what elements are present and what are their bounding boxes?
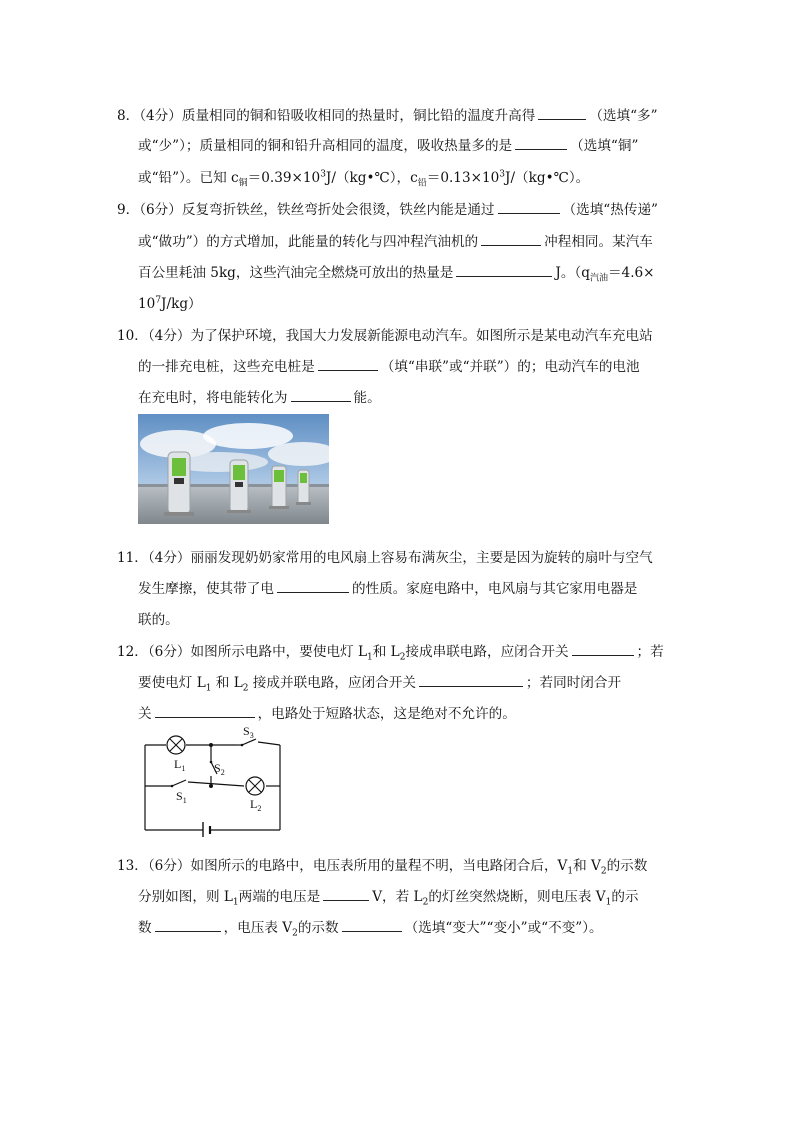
answer-blank[interactable] xyxy=(155,704,255,718)
answer-blank[interactable] xyxy=(318,357,378,371)
q9-line-4: $10^7J/kg$） xyxy=(138,295,202,312)
q10-line-2: 的一排充电桩，这些充电桩是 （填“串联”或“并联”）的；电动汽车的电池 xyxy=(138,359,640,375)
answer-blank[interactable] xyxy=(572,642,634,656)
label-s3: $S_3$ xyxy=(243,724,254,740)
circuit-diagram xyxy=(138,722,288,837)
lamp-l1-icon xyxy=(167,736,185,754)
q8-line-3: 或“铅”）。已知 $c_铜=0.39\times 10^3J/(kg•℃)$，$c_铅=0.13\times 10^3J/(kg•℃)$。 xyxy=(138,169,590,189)
answer-blank[interactable] xyxy=(481,232,541,246)
charger-4 xyxy=(296,470,311,505)
q13-line-3: 数 ，电压表 $V_2$的示数 （选填“变大”“变小”或“不变”）。 xyxy=(138,920,603,939)
q12-line-1: 12．（6分）如图所示电路中，要使电灯 $L_1$和 $L_2$接成串联电路，应闭合开关 ；若 xyxy=(117,644,664,663)
label-l1: $L_1$ xyxy=(174,757,186,773)
answer-blank[interactable] xyxy=(155,918,221,932)
q9-line-3: 百公里耗油 5kg，这些汽油完全燃烧可放出的热量是 J。（$q_{汽油}=4.6\times$ xyxy=(138,265,655,284)
answer-blank[interactable] xyxy=(342,918,402,932)
q11-line-3: 联的。 xyxy=(138,612,179,628)
q12-line-3: 关 ，电路处于短路状态，这是绝对不允许的。 xyxy=(138,706,516,722)
q11-line-2: 发生摩擦，使其带了电 的性质。家庭电路中，电风扇与其它家用电器是 xyxy=(138,581,638,597)
label-s2: $S_2$ xyxy=(214,761,225,777)
answer-blank[interactable] xyxy=(515,136,567,150)
lamp-l2-icon xyxy=(246,777,264,795)
charger-1 xyxy=(164,452,194,516)
answer-blank[interactable] xyxy=(498,200,560,214)
label-s1: $S_1$ xyxy=(176,789,187,805)
answer-blank[interactable] xyxy=(277,579,349,593)
answer-blank[interactable] xyxy=(538,106,586,120)
junction-dot xyxy=(209,784,213,788)
answer-blank[interactable] xyxy=(323,887,369,901)
q13-line-2: 分别如图，则 $L_1$两端的电压是 V，若 $L_2$的灯丝突然烧断，则电压表 $V_1$的示 xyxy=(138,889,639,908)
q8-line-2: 或“少”）；质量相同的铜和铅升高相同的温度，吸收热量多的是 （选填“铜” xyxy=(138,138,639,154)
q10-line-3: 在充电时，将电能转化为 能。 xyxy=(138,390,381,406)
answer-blank[interactable] xyxy=(456,263,552,277)
charging-station-photo xyxy=(138,414,329,524)
answer-blank[interactable] xyxy=(419,673,523,687)
q9-line-2: 或“做功”）的方式增加，此能量的转化与四冲程汽油机的 冲程相同。某汽车 xyxy=(138,234,653,250)
q10-line-1: 10．（4分）为了保护环境，我国大力发展新能源电动汽车。如图所示是某电动汽车充电站 xyxy=(117,328,653,344)
circuit-schematic xyxy=(138,722,288,837)
q9-line-1: 9．（6分）反复弯折铁丝，铁丝弯折处会很烫，铁丝内能是通过 （选填“热传递” xyxy=(117,202,658,218)
answer-blank[interactable] xyxy=(291,388,351,402)
q13-line-1: 13．（6分）如图所示的电路中，电压表所用的量程不明，当电路闭合后，$V_1$和 $V_2$的示数 xyxy=(117,858,648,877)
q12-line-2: 要使电灯 $L_1$ 和 $L_2$ 接成并联电路，应闭合开关 ；若同时闭合开 xyxy=(138,675,622,694)
charger-3 xyxy=(269,466,289,509)
junction-dot xyxy=(209,743,213,747)
q8-line-1: 8．（4分）质量相同的铜和铅吸收相同的热量时，铜比铅的温度升高得 （选填“多” xyxy=(117,108,658,124)
label-l2: $L_2$ xyxy=(250,797,262,813)
charger-2 xyxy=(227,460,251,513)
charging-station-illustration xyxy=(138,414,329,524)
q11-line-1: 11．（4分）丽丽发现奶奶家常用的电风扇上容易布满灰尘，主要是因为旋转的扇叶与空气 xyxy=(117,550,653,566)
